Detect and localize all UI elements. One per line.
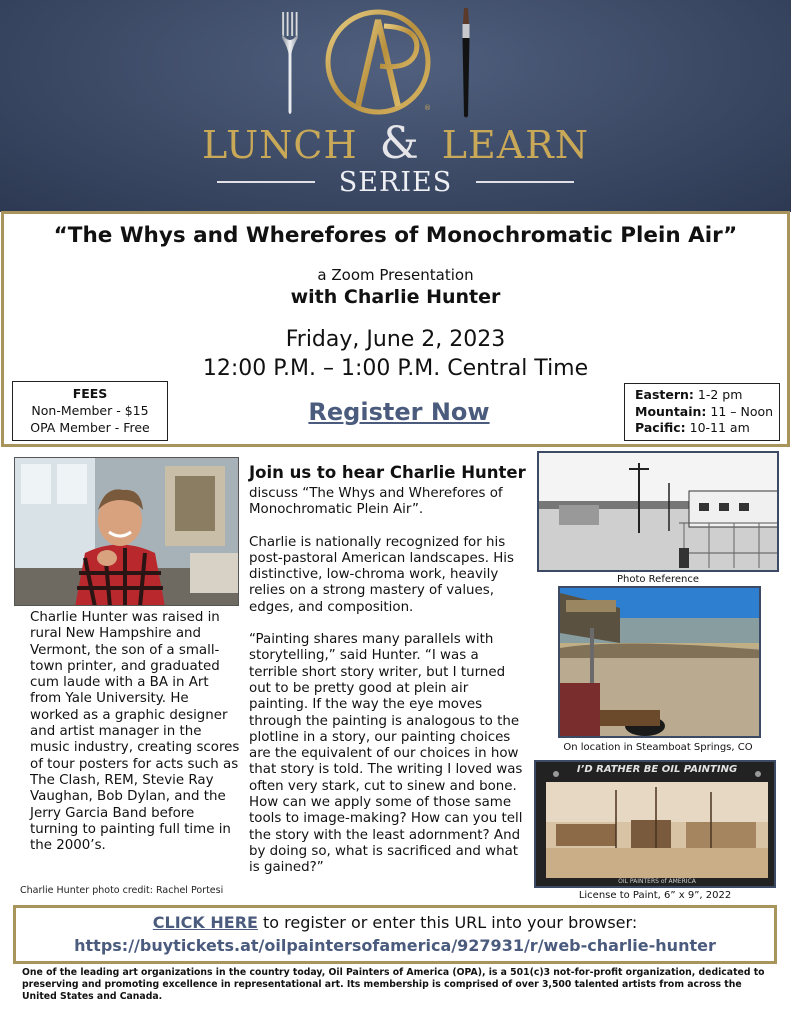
event-format: a Zoom Presentation: [317, 266, 474, 284]
timezone-mountain: Mountain: 11 – Noon: [635, 403, 774, 419]
series-subtitle-row: [0, 164, 791, 200]
registration-url[interactable]: https://buytickets.at/oilpaintersofamerica/927931/r/web-charlie-hunter: [74, 936, 716, 955]
timezone-pacific: Pacific: 10-11 am: [635, 420, 750, 435]
on-location-image: [558, 586, 761, 738]
fee-member: OPA Member - Free: [30, 420, 150, 435]
click-here-link[interactable]: CLICK HERE: [152, 913, 258, 932]
registration-box: [13, 905, 777, 964]
registration-text: to register or enter this URL into your browser:: [257, 913, 638, 932]
opa-logo: [318, 6, 438, 116]
fees-box: [12, 381, 168, 441]
artist-bio: Charlie Hunter was raised in rural New Hampshire and Vermont, the son of a small-town printer, and graduated cum laude with a BA in Art from Yale University. He worked as a graphic designer and artist manager in the music industry, creating scores of tour posters for acts such as The Clash, REM, Stevie Ray Vaughan, Bob Dylan, and the Jerry Garcia Band before turning to painting full time in the 2000’s.: [30, 610, 240, 854]
event-description: [249, 486, 531, 893]
event-date: Friday, June 2, 2023: [285, 327, 506, 352]
divider-left: [217, 181, 315, 183]
series-subtitle: SERIES: [338, 166, 453, 198]
series-title: [0, 118, 791, 169]
title-lunch: LUNCH: [201, 123, 358, 167]
register-now-link[interactable]: Register Now: [308, 398, 490, 426]
photo-credit: Charlie Hunter photo credit: Rachel Portesi: [20, 885, 224, 896]
caption-license-to-paint: License to Paint, 6” x 9”, 2022: [578, 890, 732, 901]
timezone-box: [624, 383, 780, 441]
painting-license-plate-image: [534, 760, 776, 888]
join-heading: Join us to hear Charlie Hunter: [249, 463, 526, 482]
divider-right: [476, 181, 574, 183]
fork-icon: [280, 12, 300, 116]
artist-portrait: [14, 457, 239, 606]
svg-text:®: ®: [424, 104, 431, 112]
description-intro: discuss “The Whys and Wherefores of Monochromatic Plein Air”.: [249, 486, 503, 518]
fees-heading: FEES: [72, 386, 108, 401]
paintbrush-icon: [459, 8, 473, 118]
registration-instructions: [16, 913, 774, 932]
photo-reference-image: [537, 451, 779, 572]
plate-top-text: I’D RATHER BE OIL PAINTING: [576, 764, 738, 775]
fee-non-member: Non-Member - $15: [31, 403, 149, 418]
event-title: “The Whys and Wherefores of Monochromatic Plein Air”: [53, 223, 738, 248]
description-recognition: Charlie is nationally recognized for his post-pastoral American landscapes. His distinctive, low-chroma work, heavily relies on a strong mastery of values, edges, and composition.: [249, 534, 514, 615]
caption-on-location: On location in Steamboat Springs, CO: [563, 742, 753, 753]
title-ampersand: &: [379, 118, 420, 169]
event-time: 12:00 P.M. – 1:00 P.M. Central Time: [202, 356, 589, 381]
event-info-box: [1, 211, 790, 447]
plate-bottom-text: OIL PAINTERS of AMERICA: [618, 878, 696, 885]
description-quote: “Painting shares many parallels with storytelling,” said Hunter. “I was a terrible short story writer, but I turned out to be pretty good at plein air painting. If the way the eye moves through the painting is analogous to the plotline in a story, our painting choices are the equivalent of our choices in how that story is told. The writing I loved was often very stark, cut to sinew and bone. How can we apply some of those same tools to image-making? How can you tell the story with the least adornment? And by doing so, what is sacrificed and what is gained?”: [249, 632, 523, 876]
timezone-eastern: Eastern: 1-2 pm: [635, 387, 743, 402]
title-learn: LEARN: [441, 123, 590, 167]
caption-photo-reference: Photo Reference: [616, 574, 700, 585]
event-presenter: with Charlie Hunter: [290, 286, 501, 308]
footer-about-opa: One of the leading art organizations in the country today, Oil Painters of America (OPA), is a 501(c)3 not-for-profit organization, dedicated to preserving and promoting excellence in representational art. Its membership is comprised of over 3,500 talented artists from across the United States and Canada.: [22, 967, 765, 1002]
header-banner: [0, 0, 791, 212]
